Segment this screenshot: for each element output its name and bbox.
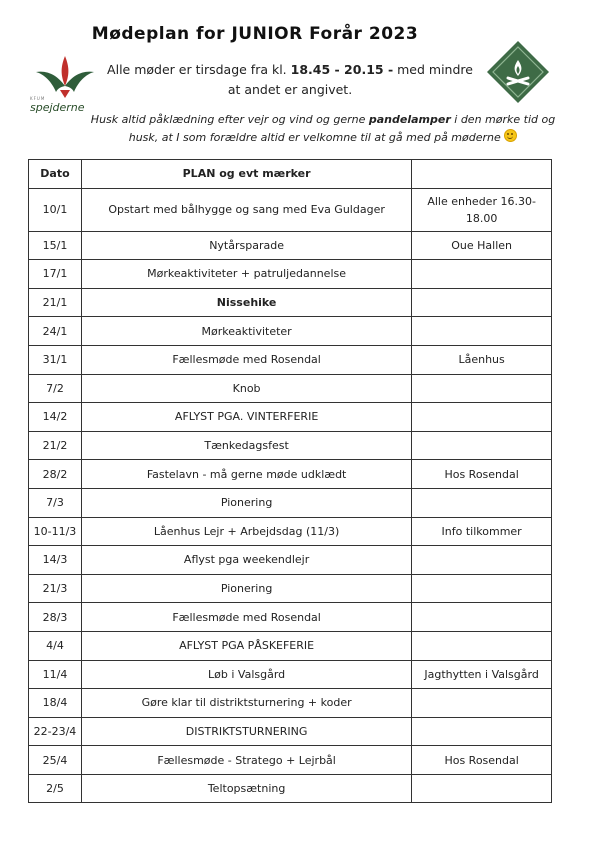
date-cell: 28/3 — [29, 603, 82, 632]
date-cell: 18/4 — [29, 689, 82, 718]
table-row — [29, 517, 552, 546]
table-row — [29, 717, 552, 746]
date-cell: 2/5 — [29, 774, 82, 803]
table-row — [29, 374, 552, 403]
plan-cell: DISTRIKTSTURNERING — [81, 717, 411, 746]
table-row — [29, 774, 552, 803]
date-cell: 28/2 — [29, 460, 82, 489]
table-row — [29, 546, 552, 575]
plan-cell: Gøre klar til distriktsturnering + koder — [81, 689, 411, 718]
column-header-note — [412, 160, 552, 189]
note-cell — [412, 546, 552, 575]
note-cell — [412, 374, 552, 403]
date-cell: 11/4 — [29, 660, 82, 689]
plan-cell: Låenhus Lejr + Arbejdsdag (11/3) — [81, 517, 411, 546]
meeting-time-notice: Alle møder er tirsdage fra kl. 18.45 - 20.15 - med mindre at andet er angivet. — [107, 62, 473, 97]
table-row — [29, 345, 552, 374]
date-cell: 21/1 — [29, 288, 82, 317]
clothing-reminder: Husk altid påklædning efter vejr og vind og gerne pandelamper i den mørke tid og husk, at I som forældre altid er velkomne til at gå med på møderne — [90, 113, 556, 144]
table-row — [29, 260, 552, 289]
note-cell — [412, 689, 552, 718]
smiley-icon — [504, 129, 517, 142]
note-cell: Alle enheder 16.30-18.00 — [412, 188, 552, 231]
campfire-badge — [486, 40, 550, 104]
table-row — [29, 288, 552, 317]
plan-cell: Mørkeaktiviteter + patruljedannelse — [81, 260, 411, 289]
note-cell — [412, 574, 552, 603]
campfire-icon — [486, 40, 550, 104]
plan-cell: Teltopsætning — [81, 774, 411, 803]
lily-logo-icon — [30, 52, 100, 100]
table-row — [29, 188, 552, 231]
table-row — [29, 631, 552, 660]
plan-cell: Pionering — [81, 574, 411, 603]
table-row — [29, 488, 552, 517]
table-header-row — [29, 160, 552, 189]
column-header-date: Dato — [29, 160, 82, 189]
note-cell: Hos Rosendal — [412, 460, 552, 489]
plan-cell: Nytårsparade — [81, 231, 411, 260]
note-cell — [412, 774, 552, 803]
plan-cell: Fællesmøde - Stratego + Lejrbål — [81, 746, 411, 775]
column-header-plan: PLAN og evt mærker — [81, 160, 411, 189]
plan-cell: Pionering — [81, 488, 411, 517]
plan-cell: AFLYST PGA PÅSKEFERIE — [81, 631, 411, 660]
date-cell: 25/4 — [29, 746, 82, 775]
date-cell: 14/2 — [29, 403, 82, 432]
plan-cell: Fastelavn - må gerne møde udklædt — [81, 460, 411, 489]
date-cell: 7/3 — [29, 488, 82, 517]
table-row — [29, 460, 552, 489]
date-cell: 14/3 — [29, 546, 82, 575]
date-cell: 7/2 — [29, 374, 82, 403]
plan-cell: Løb i Valsgård — [81, 660, 411, 689]
date-cell: 10/1 — [29, 188, 82, 231]
plan-cell: Aflyst pga weekendlejr — [81, 546, 411, 575]
date-cell: 15/1 — [29, 231, 82, 260]
date-cell: 21/2 — [29, 431, 82, 460]
plan-cell: Fællesmøde med Rosendal — [81, 345, 411, 374]
date-cell: 22-23/4 — [29, 717, 82, 746]
plan-cell: Fællesmøde med Rosendal — [81, 603, 411, 632]
date-cell: 17/1 — [29, 260, 82, 289]
page-title: Mødeplan for JUNIOR Forår 2023 — [91, 24, 419, 44]
table-row — [29, 689, 552, 718]
plan-cell: Nissehike — [81, 288, 411, 317]
note-cell — [412, 488, 552, 517]
table-row — [29, 317, 552, 346]
note-cell — [412, 317, 552, 346]
table-row — [29, 431, 552, 460]
table-row — [29, 660, 552, 689]
note-cell: Info tilkommer — [412, 517, 552, 546]
note-cell — [412, 260, 552, 289]
table-row — [29, 746, 552, 775]
date-cell: 4/4 — [29, 631, 82, 660]
note-cell — [412, 631, 552, 660]
date-cell: 21/3 — [29, 574, 82, 603]
meeting-plan-table — [28, 159, 552, 803]
note-cell — [412, 717, 552, 746]
date-cell: 10-11/3 — [29, 517, 82, 546]
plan-cell: Mørkeaktiviteter — [81, 317, 411, 346]
plan-cell: AFLYST PGA. VINTERFERIE — [81, 403, 411, 432]
table-row — [29, 574, 552, 603]
date-cell: 24/1 — [29, 317, 82, 346]
note-cell: Låenhus — [412, 345, 552, 374]
plan-cell: Knob — [81, 374, 411, 403]
note-cell — [412, 403, 552, 432]
note-cell — [412, 288, 552, 317]
note-cell — [412, 431, 552, 460]
table-row — [29, 603, 552, 632]
table-row — [29, 231, 552, 260]
note-cell: Jagthytten i Valsgård — [412, 660, 552, 689]
note-cell: Hos Rosendal — [412, 746, 552, 775]
note-cell: Oue Hallen — [412, 231, 552, 260]
brand-text: KFUM spejderne — [30, 96, 85, 114]
date-cell: 31/1 — [29, 345, 82, 374]
table-row — [29, 403, 552, 432]
plan-cell: Opstart med bålhygge og sang med Eva Guldager — [81, 188, 411, 231]
note-cell — [412, 603, 552, 632]
plan-cell: Tænkedagsfest — [81, 431, 411, 460]
spejderne-logo — [30, 52, 100, 114]
